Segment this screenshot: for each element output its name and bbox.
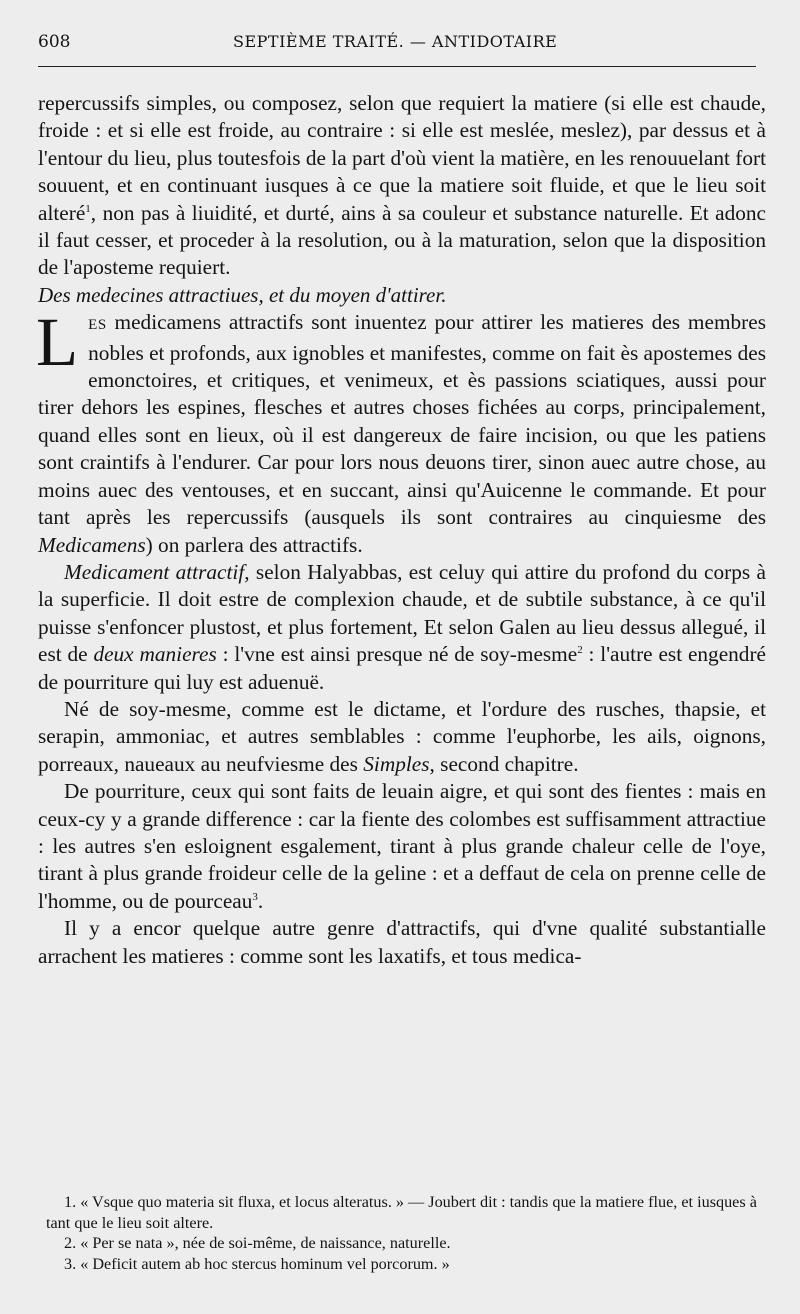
paragraph-2-text: medicamens attractifs sont inuentez pour attirer les matieres des membres nobles et profonds, aux ignobles et manifestes, comme on fait ès apostemes des emonctoires, et critiques, et venimeux, et ès passions sciatiques, aussi pour tirer dehors les espines, flesches et autres choses fichées au corps, principalement, quand elles sont en lieux, où il est dangereux de faire incision, ou que les patiens sont craintifs à l'endurer. Car pour lors nous deuons tirer, sinon auec autre chose, au moins auec des ventouses, et en succant, ainsi qu'Auicenne le commande. Et pour tant après les repercussifs (ausquels ils sont contraires au cinquiesme des bbox=[38, 310, 766, 530]
footnote-ref-1: 1 bbox=[85, 202, 91, 215]
paragraph-6-text: Il y a encor quelque autre genre d'attractifs, qui d'vne qualité substantialle arrachent les matieres : comme sont les laxatifs, et tous medica- bbox=[38, 916, 766, 968]
footnote-3: 3. « Deficit autem ab hoc stercus hominum vel porcorum. » bbox=[64, 1254, 450, 1273]
paragraph-5-text: De pourriture, ceux qui sont faits de leuain aigre, et qui sont des fientes : mais en ceux-cy y a grande difference : car la fiente des colombes est suffisamment attractiue : les autres s'en esloignent esgalement, tirant à plus grande chaleur celle de l'oye, tirant à plus grande froideur celle de la geline : et a deffaut de cela on prenne celle de l'homme, ou de pourceau bbox=[38, 779, 766, 913]
running-head: SEPTIÈME TRAITÉ. — ANTIDOTAIRE bbox=[233, 32, 558, 51]
paragraph-3-italic-lead: Medicament attractif bbox=[64, 559, 245, 584]
paragraph-2 bbox=[36, 304, 766, 559]
main-text bbox=[38, 90, 766, 970]
page-header bbox=[38, 32, 756, 56]
paragraph-4-italic: Simples bbox=[363, 751, 430, 776]
paragraph-4-text: Né de soy-mesme, comme est le dictame, et l'ordure des rusches, thapsie, et serapin, ammoniac, et autres semblables : comme l'euphorbe, les ails, oignons, porreaux, naueaux au neufviesme des bbox=[38, 696, 766, 776]
small-caps-lead: ES bbox=[88, 317, 107, 334]
paragraph-1-tail: , non pas à liuidité, et durté, ains à sa couleur et substance naturelle. Et adonc il faut cesser, et proceder à la resolution, ou à la maturation, selon que la disposition de l'aposteme requiert. bbox=[38, 200, 766, 280]
paragraph-5 bbox=[38, 778, 766, 915]
paragraph-2-tail: ) on parlera des attractifs. bbox=[145, 532, 363, 557]
footnote-1: 1. « Vsque quo materia sit fluxa, et locus alteratus. » — Joubert dit : tandis que la matiere flue, et iusques à tant que le lieu soit altere. bbox=[46, 1193, 757, 1232]
paragraph-4-tail: , second chapitre. bbox=[429, 751, 579, 776]
paragraph-3-text-c: : l'autre est engendré de pourriture qui luy est aduenuë. bbox=[38, 642, 766, 694]
paragraph-3-text: , selon Halyabbas, est celuy qui attire du profond du corps à la superficie. Il doit estre de complexion chaude, et de subtile substance, à ce qu'il puisse s'enfoncer plustost, et plus fortement, Et selon Galen au lieu dessus allegué, il est de bbox=[38, 559, 766, 667]
section-title-rest: , et du moyen d'attirer. bbox=[258, 282, 447, 307]
paragraph-1-text: repercussifs simples, ou composez, selon que requiert la matiere (si elle est chaude, froide : et si elle est froide, au contraire : si elle est meslée, meslez), par dessus et à l'entour du lieu, plus toutesfois de la part d'où vient la matière, en les renouuelant fort souuent, et en continuant iusques à ce que la matiere soit fluide, et que le lieu soit alteré bbox=[38, 91, 766, 225]
paragraph-4 bbox=[38, 696, 766, 778]
paragraph-6 bbox=[38, 915, 766, 970]
footnote-ref-2: 2 bbox=[577, 644, 583, 657]
paragraph-3 bbox=[38, 559, 766, 696]
paragraph-3-text-b: : l'vne est ainsi presque né de soy-mesme bbox=[216, 642, 578, 667]
drop-cap: L bbox=[36, 304, 79, 381]
paragraph-1 bbox=[38, 90, 766, 282]
section-title-main: Des medecines attractiues bbox=[38, 282, 259, 307]
paragraph-3-italic: deux manieres bbox=[93, 642, 217, 667]
paragraph-5-tail: . bbox=[257, 888, 264, 913]
section-title bbox=[38, 282, 766, 309]
header-rule bbox=[38, 66, 756, 67]
paragraph-2-italic: Medicamens bbox=[38, 532, 146, 557]
footnote-2: 2. « Per se nata », née de soi-même, de naissance, naturelle. bbox=[64, 1234, 451, 1252]
footnotes bbox=[46, 1192, 781, 1274]
page-number: 608 bbox=[38, 32, 71, 52]
footnote-ref-3: 3 bbox=[252, 890, 258, 903]
